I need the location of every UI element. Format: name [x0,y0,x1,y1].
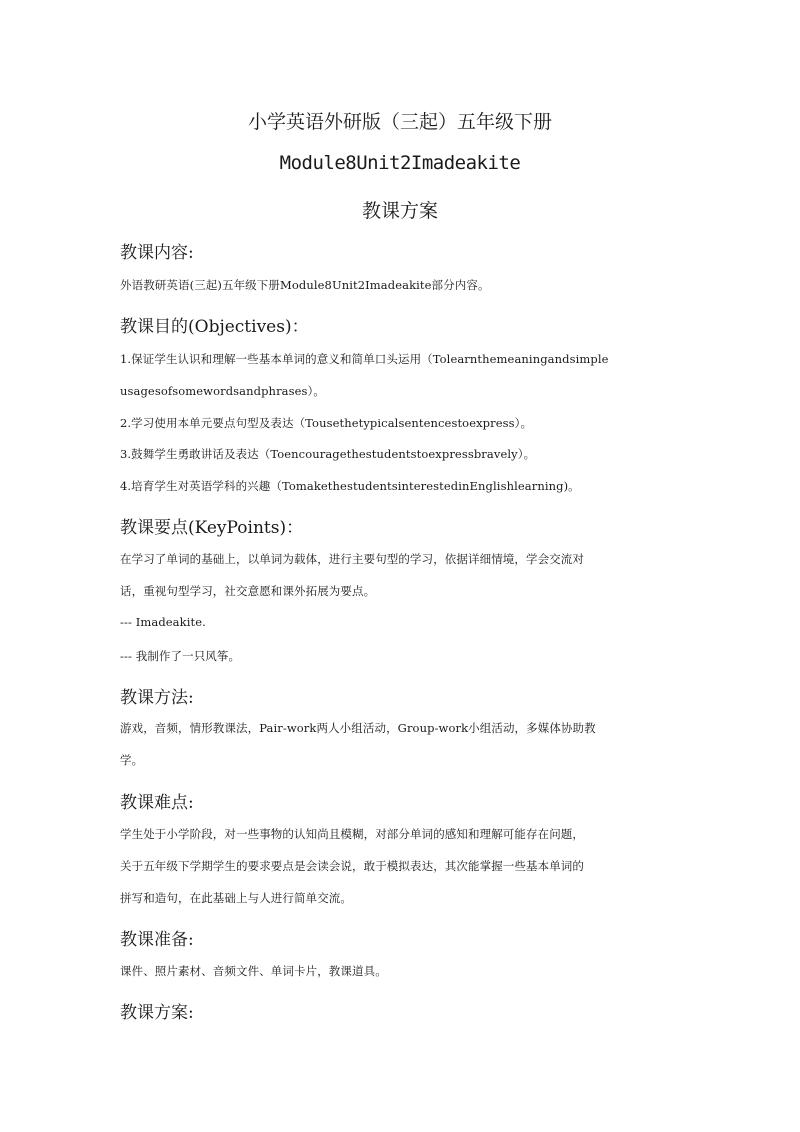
objective-item-1-line-2: usagesofsomewordsandphrases）。 [120,384,325,398]
methods-line-2: 学。 [120,753,144,767]
difficulties-line-2: 关于五年级下学期学生的要求要点是会读会说，敢于模拟表达，其次能掌握一些基本单词的 [120,859,584,873]
keypoints-line-1: 在学习了单词的基础上，以单词为载体，进行主要句型的学习，依据详细情境，学会交流对 [120,552,584,566]
doc-subtitle-plan: 教课方案 [361,200,438,222]
doc-subtitle-module: Module8Unit2Imadeakite [279,152,521,174]
keypoints-example-english: --- Imadeakite. [120,615,206,629]
content-text: 外语教研英语(三起)五年级下册Module8Unit2Imadeakite部分内容。 [120,278,490,292]
section-heading-content: 教课内容: [120,243,194,263]
difficulties-line-3: 拼写和造句，在此基础上与人进行简单交流。 [120,891,352,905]
preparation-text: 课件、照片素材、音频文件、单词卡片，教课道具。 [120,964,387,978]
difficulties-line-1: 学生处于小学阶段，对一些事物的认知尚且模糊，对部分单词的感知和理解可能存在问题， [120,827,584,841]
section-heading-methods: 教课方法: [120,688,194,708]
keypoints-example-chinese: --- 我制作了一只风筝。 [120,649,241,663]
objective-item-3: 3.鼓舞学生勇敢讲话及表达（Toencouragethestudentstoexpressbravely）。 [120,447,536,461]
objective-item-1-line-1: 1.保证学生认识和理解一些基本单词的意义和简单口头运用（Tolearnthemeaningandsimple [120,352,609,366]
keypoints-line-2: 话，重视句型学习，社交意愿和课外拓展为要点。 [120,584,376,598]
section-heading-difficulties: 教课难点: [120,793,194,813]
section-heading-preparation: 教课准备: [120,930,194,950]
methods-line-1: 游戏，音频，情形教课法，Pair-work两人小组活动，Group-work小组活动，多媒体协助教 [120,721,596,735]
objective-item-2: 2.学习使用本单元要点句型及表达（Tousethetypicalsentencestoexpress）。 [120,416,533,430]
objective-item-4: 4.培育学生对英语学科的兴趣（TomakethestudentsinterestedinEnglishlearning)。 [120,479,580,493]
section-heading-keypoints: 教课要点(KeyPoints)： [120,518,304,538]
section-heading-objectives: 教课目的(Objectives)： [120,317,309,337]
doc-title: 小学英语外研版（三起）五年级下册 [247,111,552,133]
section-heading-plan: 教课方案: [120,1003,194,1023]
